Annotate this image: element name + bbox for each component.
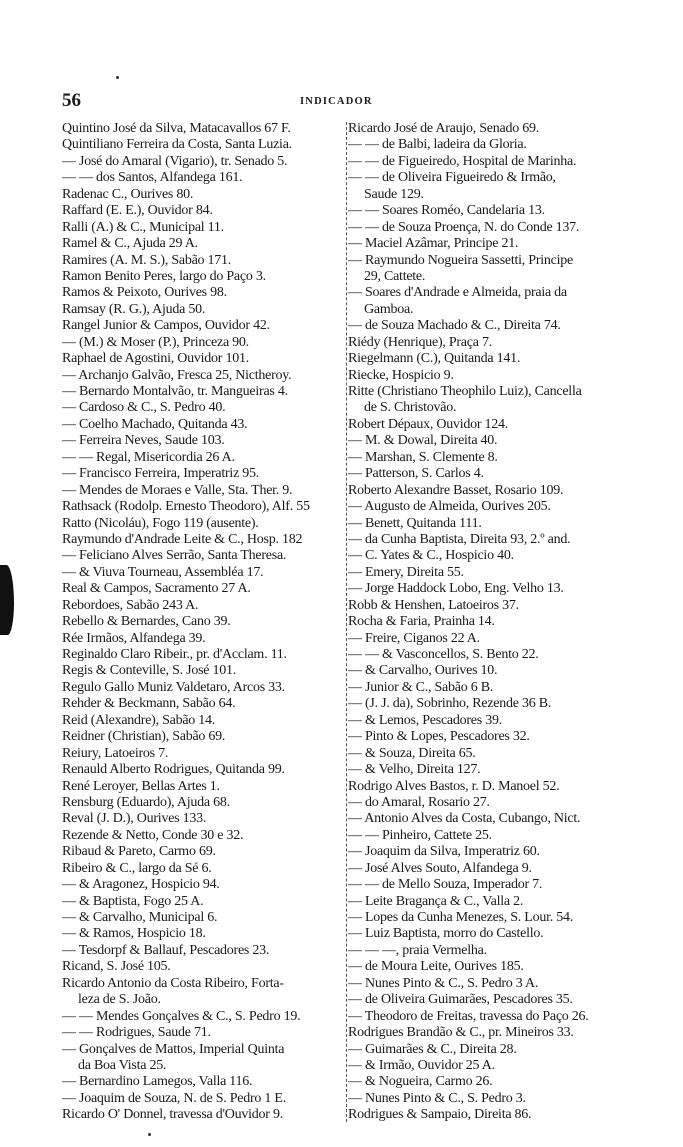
directory-entry: — de Moura Leite, Ourives 185. [348, 959, 524, 975]
directory-entry: — Bernardo Montalvão, tr. Mangueiras 4. [62, 384, 288, 399]
directory-entry: Raffard (E. E.), Ouvidor 84. [62, 203, 213, 219]
directory-entry: Reginaldo Claro Ribeir., pr. d'Acclam. 11. [62, 647, 287, 662]
directory-entry: Ramon Benito Peres, largo do Paço 3. [62, 268, 266, 284]
directory-entry: Rée Irmãos, Alfandega 39. [62, 630, 206, 646]
directory-entry-continuation: 29, Cattete. [364, 268, 426, 284]
ink-blot [0, 565, 14, 635]
directory-entry: Riegelmann (C.), Quitanda 141. [348, 351, 521, 367]
directory-entry: — & Lemos, Pescadores 39. [348, 712, 502, 728]
right-column [348, 121, 670, 1124]
directory-entry: — — de Oliveira Figueiredo & Irmão, [348, 170, 556, 186]
directory-entry: — — Regal, Misericordia 26 A. [62, 449, 235, 465]
directory-entry: Rebello & Bernardes, Cano 39. [62, 614, 231, 630]
running-title: INDICADOR [300, 96, 373, 107]
directory-entry: — — Soares Roméo, Candelaria 13. [348, 203, 545, 219]
directory-entry: Rathsack (Rodolp. Ernesto Theodoro), Alf. 55 [62, 499, 310, 515]
directory-entry: — Joaquim da Silva, Imperatriz 60. [348, 844, 540, 860]
directory-entry: — & Baptista, Fogo 25 A. [62, 893, 204, 909]
directory-entry: — — de Figueiredo, Hospital de Marinha. [348, 153, 577, 169]
directory-entry: Reiury, Latoeiros 7. [62, 745, 169, 761]
directory-entry: — Coelho Machado, Quitanda 43. [62, 416, 248, 432]
directory-entry: — Patterson, S. Carlos 4. [348, 466, 484, 482]
directory-entry: — — de Balbi, ladeira da Gloria. [348, 137, 527, 153]
directory-entry: Reid (Alexandre), Sabão 14. [62, 712, 216, 728]
directory-entry: — & Carvalho, Municipal 6. [62, 910, 218, 925]
directory-entry: Rodrigues & Sampaio, Direita 86. [348, 1107, 532, 1123]
directory-entry: — Pinto & Lopes, Pescadores 32. [348, 729, 530, 745]
directory-entry: — Luiz Baptista, morro do Castello. [348, 926, 544, 942]
directory-entry-continuation: Saude 129. [364, 186, 424, 202]
column-divider [346, 122, 347, 1122]
directory-entry: Ratto (Nicoláu), Fogo 119 (ausente). [62, 515, 259, 531]
directory-entry: — Antonio Alves da Costa, Cubango, Nict. [348, 811, 581, 827]
directory-entry: — — —, praia Vermelha. [348, 942, 487, 958]
directory-entry: René Leroyer, Bellas Artes 1. [62, 778, 220, 794]
directory-entry: Renauld Alberto Rodrigues, Quitanda 99. [62, 762, 285, 778]
directory-entry: Ricand, S. José 105. [62, 959, 171, 975]
directory-entry: — Feliciano Alves Serrão, Santa Theresa. [62, 548, 287, 564]
directory-entry: — Mendes de Moraes e Valle, Sta. Ther. 9. [62, 482, 293, 498]
directory-entry-continuation: Gamboa. [364, 301, 414, 317]
directory-entry: Rodrigo Alves Bastos, r. D. Manoel 52. [348, 778, 560, 794]
directory-entry: — Emery, Direita 55. [348, 564, 464, 580]
directory-entry: Rodrigues Brandão & C., pr. Mineiros 33. [348, 1025, 574, 1041]
directory-entry: — Augusto de Almeida, Ourives 205. [348, 499, 551, 515]
directory-entry: — Gonçalves de Mattos, Imperial Quinta [62, 1041, 285, 1057]
directory-entry: — Bernardino Lamegos, Valla 116. [62, 1074, 253, 1090]
directory-entry: Riecke, Hospicio 9. [348, 367, 454, 383]
directory-entry: Roberto Alexandre Basset, Rosario 109. [348, 482, 564, 498]
directory-entry: — & Nogueira, Carmo 26. [348, 1074, 493, 1090]
directory-entry-continuation: da Boa Vista 25. [78, 1057, 167, 1073]
directory-entry: — — Pinheiro, Cattete 25. [348, 827, 492, 843]
directory-entry: — Joaquim de Souza, N. de S. Pedro 1 E. [62, 1090, 286, 1106]
directory-entry: Ramsay (R. G.), Ajuda 50. [62, 301, 206, 317]
directory-entry-continuation: leza de S. João. [78, 992, 161, 1008]
directory-entry: — & Carvalho, Ourives 10. [348, 663, 498, 679]
directory-entry: — Archanjo Galvão, Fresca 25, Nictheroy. [62, 367, 292, 383]
directory-entry: Rangel Junior & Campos, Ouvidor 42. [62, 318, 270, 334]
directory-entry: Reval (J. D.), Ourives 133. [62, 811, 207, 827]
directory-entry: — Leite Bragança & C., Valla 2. [348, 893, 524, 909]
directory-entry: — José do Amaral (Vigario), tr. Senado 5. [62, 153, 288, 169]
directory-entry: — & Irmão, Ouvidor 25 A. [348, 1057, 495, 1073]
directory-entry: — Lopes da Cunha Menezes, S. Lour. 54. [348, 910, 573, 925]
directory-entry: — Jorge Haddock Lobo, Eng. Velho 13. [348, 581, 564, 597]
directory-entry: Ralli (A.) & C., Municipal 11. [62, 219, 224, 235]
directory-entry: Ramires (A. M. S.), Sabão 171. [62, 252, 232, 268]
directory-entry: Robert Dépaux, Ouvidor 124. [348, 416, 509, 432]
directory-entry: Ritte (Christiano Theophilo Luiz), Cancella [348, 384, 582, 399]
directory-entry: — — Rodrigues, Saude 71. [62, 1025, 211, 1041]
directory-entry: Rensburg (Eduardo), Ajuda 68. [62, 794, 230, 810]
directory-entry: — Raymundo Nogueira Sassetti, Principe [348, 252, 573, 268]
speck [148, 1133, 151, 1136]
directory-entry: Quintiliano Ferreira da Costa, Santa Luzia. [62, 137, 292, 153]
directory-entry: Ricardo Antonio da Costa Ribeiro, Forta- [62, 975, 284, 991]
directory-entry: — — de Souza Proença, N. do Conde 137. [348, 219, 580, 235]
directory-entry: Raymundo d'Andrade Leite & C., Hosp. 182 [62, 531, 303, 547]
directory-entry: Regulo Gallo Muniz Valdetaro, Arcos 33. [62, 679, 285, 695]
speck [116, 76, 119, 79]
directory-entry: Robb & Henshen, Latoeiros 37. [348, 597, 519, 613]
directory-entry: Rebordoes, Sabão 243 A. [62, 597, 199, 613]
directory-entry: — Benett, Quitanda 111. [348, 515, 482, 531]
directory-entry: Rezende & Netto, Conde 30 e 32. [62, 827, 244, 843]
directory-entry: Riédy (Henrique), Praça 7. [348, 334, 492, 350]
directory-entry: Ricardo José de Araujo, Senado 69. [348, 121, 539, 136]
directory-entry: — (M.) & Moser (P.), Princeza 90. [62, 334, 249, 350]
directory-entry: — Nunes Pinto & C., S. Pedro 3. [348, 1090, 526, 1106]
directory-entry: Ramos & Peixoto, Ourives 98. [62, 285, 227, 301]
directory-entry: Raphael de Agostini, Ouvidor 101. [62, 351, 249, 367]
directory-entry: — — Mendes Gonçalves & C., S. Pedro 19. [62, 1008, 301, 1024]
directory-entry: — Guimarães & C., Direita 28. [348, 1041, 517, 1057]
directory-entry: — Tesdorpf & Ballauf, Pescadores 23. [62, 942, 270, 958]
directory-entry: Rehder & Beckmann, Sabão 64. [62, 696, 236, 712]
directory-entry: — & Souza, Direita 65. [348, 745, 476, 761]
directory-entry: Regis & Conteville, S. José 101. [62, 663, 236, 679]
directory-entry: Real & Campos, Sacramento 27 A. [62, 581, 251, 597]
directory-entry: — Ferreira Neves, Saude 103. [62, 433, 225, 449]
directory-entry: — de Souza Machado & C., Direita 74. [348, 318, 561, 334]
directory-entry: — José Alves Souto, Alfandega 9. [348, 860, 532, 876]
directory-entry: — Junior & C., Sabão 6 B. [348, 679, 494, 695]
directory-entry: — — dos Santos, Alfandega 161. [62, 170, 243, 186]
directory-entry: — & Viuva Tourneau, Assembléa 17. [62, 564, 264, 580]
directory-entry: Ribeiro & C., largo da Sé 6. [62, 860, 212, 876]
directory-entry: — Marshan, S. Clemente 8. [348, 449, 498, 465]
directory-entry: — — & Vasconcellos, S. Bento 22. [348, 647, 539, 662]
directory-entry: — Theodoro de Freitas, travessa do Paço 26. [348, 1008, 589, 1024]
directory-entry: — Francisco Ferreira, Imperatriz 95. [62, 466, 260, 482]
directory-entry: Quintino José da Silva, Matacavallos 67 F. [62, 121, 291, 136]
directory-entry: — — de Mello Souza, Imperador 7. [348, 877, 543, 893]
directory-entry: — do Amaral, Rosario 27. [348, 794, 490, 810]
directory-entry: Ricardo O' Donnel, travessa d'Ouvidor 9. [62, 1107, 283, 1123]
directory-entry: — Soares d'Andrade e Almeida, praia da [348, 285, 567, 301]
directory-entry: — & Ramos, Hospicio 18. [62, 926, 206, 942]
directory-entry: Ramel & C., Ajuda 29 A. [62, 236, 198, 252]
directory-entry: — Maciel Azâmar, Principe 21. [348, 236, 519, 252]
directory-entry: — & Velho, Direita 127. [348, 762, 481, 778]
directory-entry: Reidner (Christian), Sabão 69. [62, 729, 226, 745]
directory-entry: Rocha & Faria, Prainha 14. [348, 614, 495, 630]
page-number: 56 [62, 90, 81, 111]
directory-entry: — & Aragonez, Hospicio 94. [62, 877, 220, 893]
directory-entry: — (J. J. da), Sobrinho, Rezende 36 B. [348, 696, 552, 712]
directory-entry: — M. & Dowal, Direita 40. [348, 433, 498, 449]
directory-entry: — Freire, Ciganos 22 A. [348, 630, 480, 646]
directory-entry: — Nunes Pinto & C., S. Pedro 3 A. [348, 975, 539, 991]
directory-entry-continuation: de S. Christovão. [364, 400, 457, 416]
directory-entry: — da Cunha Baptista, Direita 93, 2.º and. [348, 531, 571, 547]
directory-entry: Ribaud & Pareto, Carmo 69. [62, 844, 216, 860]
directory-entry: — C. Yates & C., Hospicio 40. [348, 548, 514, 564]
directory-entry: — de Oliveira Guimarães, Pescadores 35. [348, 992, 573, 1008]
directory-entry: Radenac C., Ourives 80. [62, 186, 194, 202]
directory-entry: — Cardoso & C., S. Pedro 40. [62, 400, 226, 416]
left-column [62, 121, 346, 1124]
